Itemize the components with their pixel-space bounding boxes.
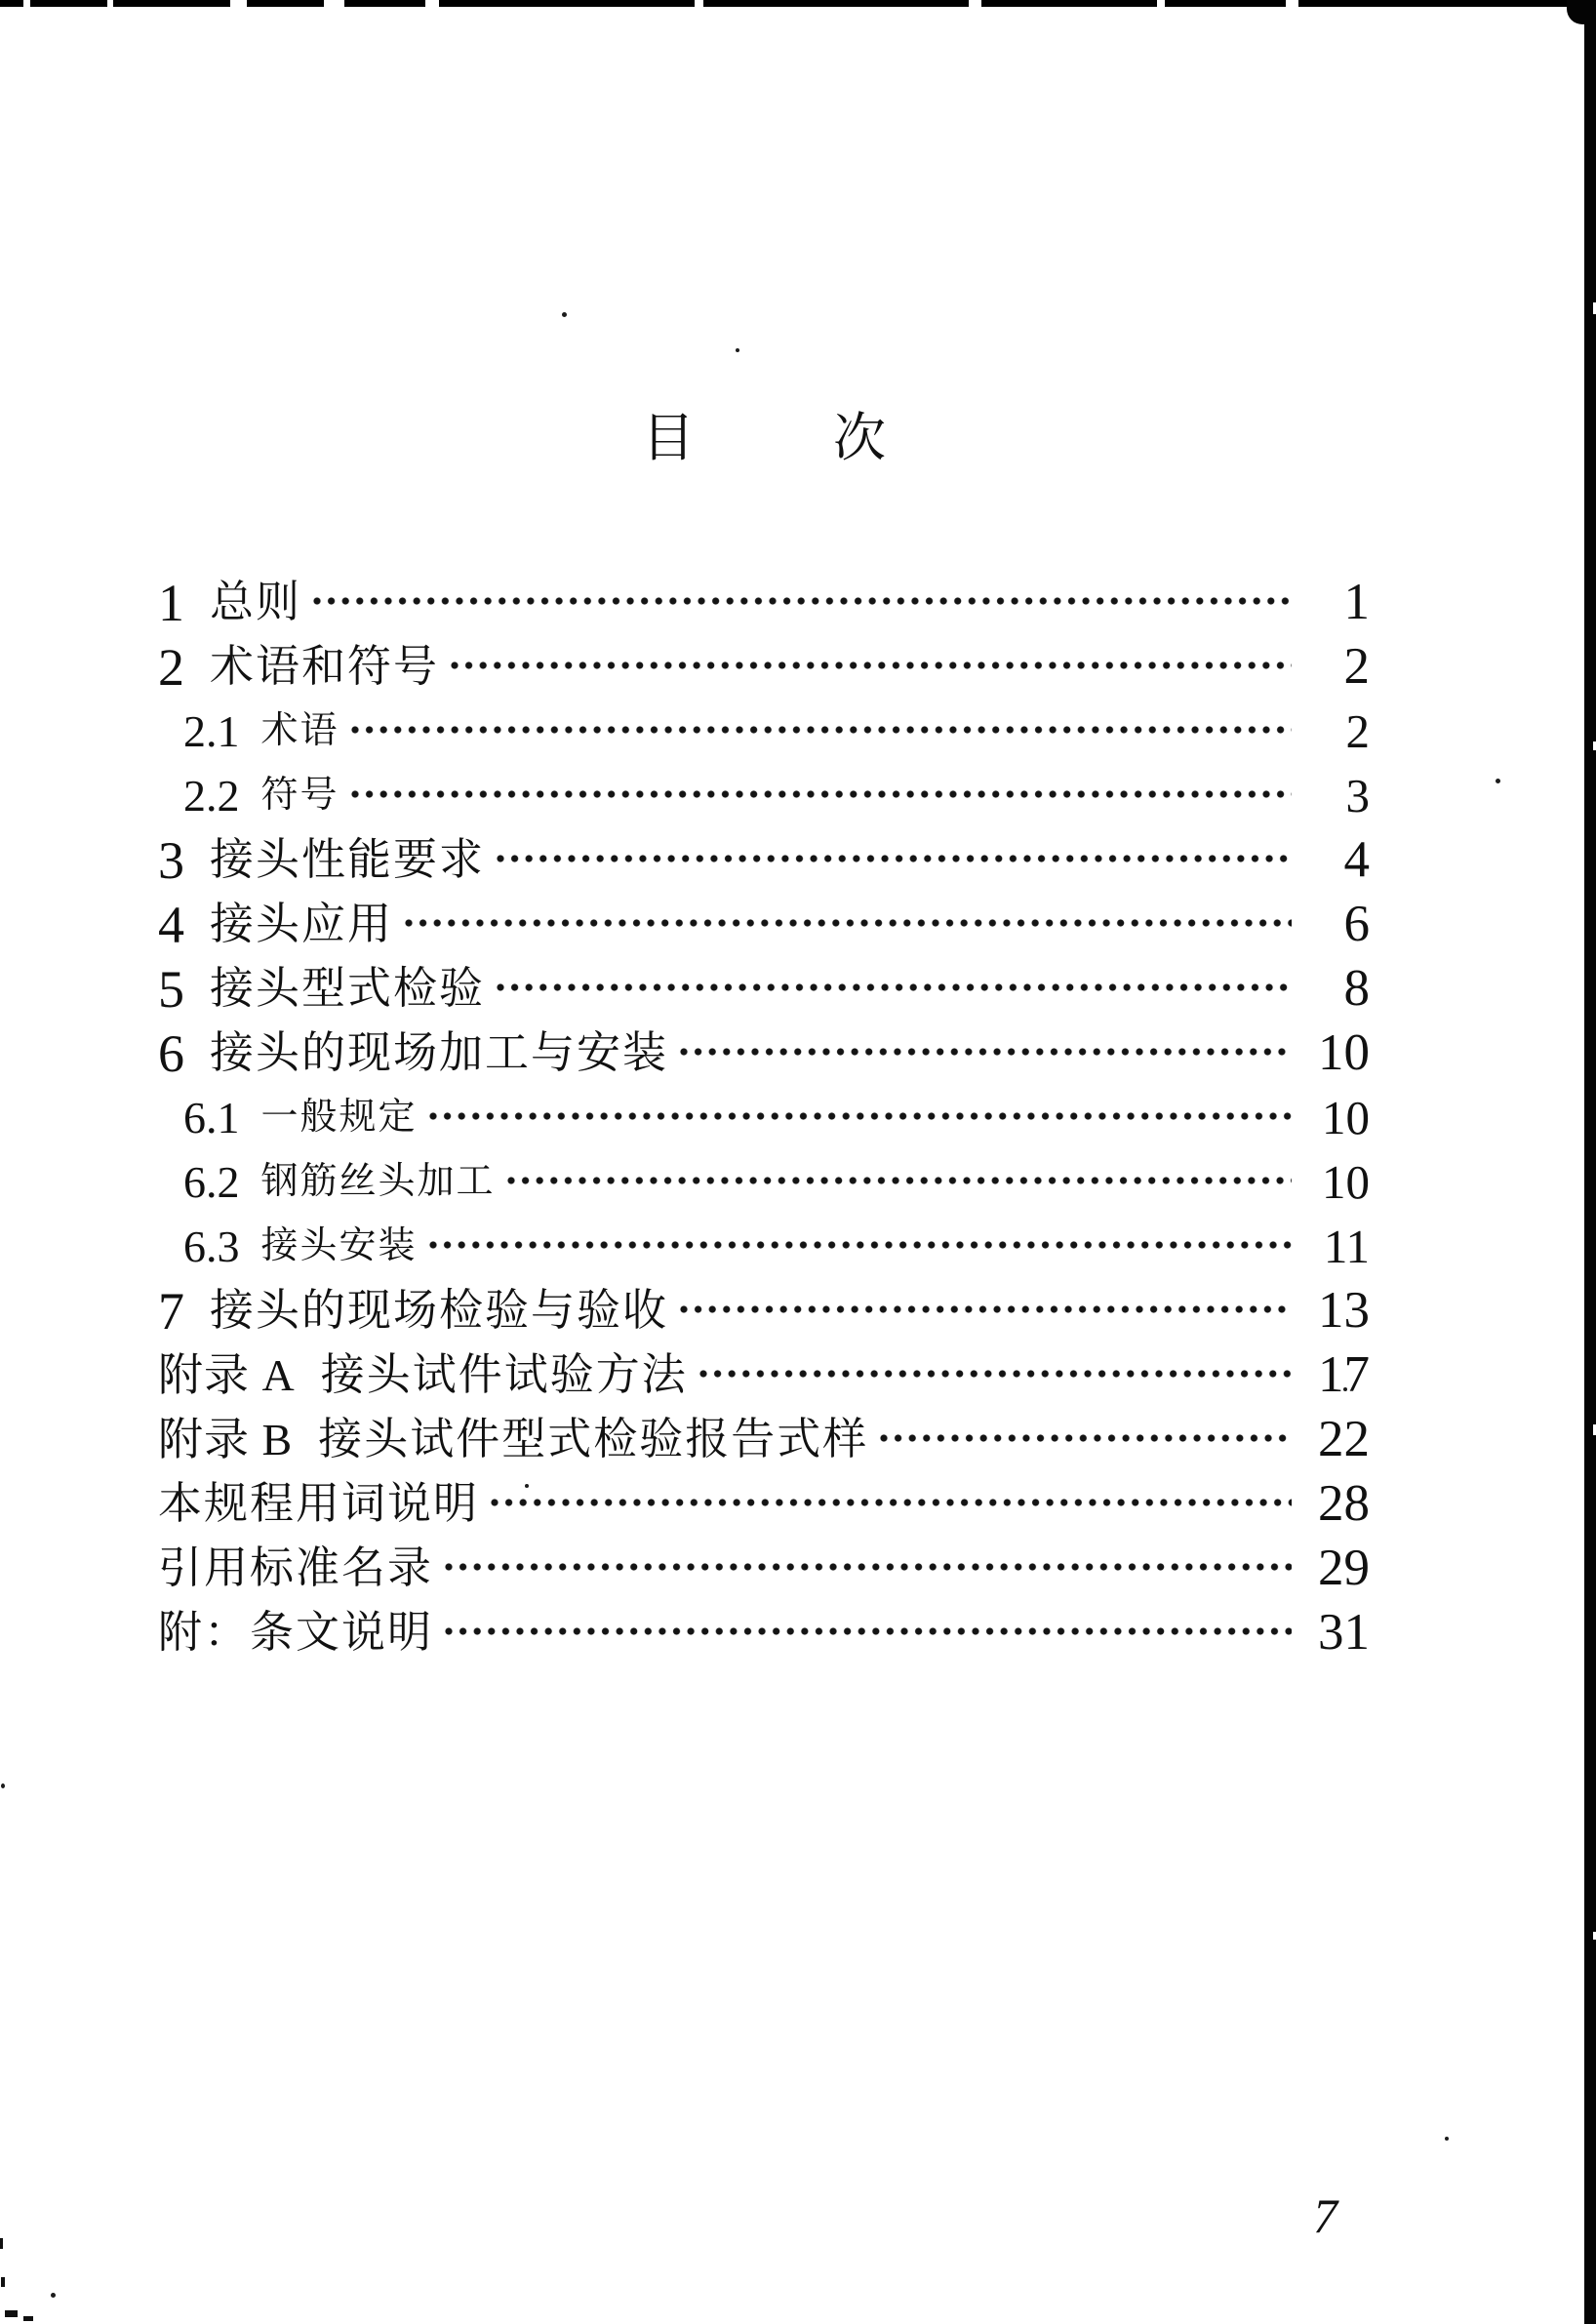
toc-row (158, 828, 1370, 893)
toc-item-number: 7 (158, 1281, 184, 1341)
toc-row (158, 1472, 1370, 1537)
toc-row (158, 1279, 1370, 1343)
toc-item-page: 10 (1322, 1091, 1370, 1145)
toc-item-page: 3 (1345, 769, 1370, 823)
dotted-leader (445, 1562, 1292, 1572)
toc-row (158, 1150, 1370, 1215)
scan-artifact-smudge (1, 2277, 5, 2287)
toc-row (158, 1601, 1370, 1665)
toc-item-label: 接头的现场加工与安装 (210, 1028, 669, 1078)
toc-item-label: 术语和符号 (210, 642, 440, 692)
scan-artifact-smudge (0, 2238, 3, 2249)
dotted-leader (429, 1111, 1292, 1121)
scan-artifact-right-strip (1584, 0, 1596, 2324)
toc-row (158, 1022, 1370, 1086)
toc-item-label: 接头安装 (260, 1225, 418, 1267)
toc-item-page: 10 (1322, 1155, 1370, 1210)
dotted-leader (445, 1626, 1292, 1636)
toc-item-page: 29 (1318, 1540, 1370, 1597)
dotted-leader (497, 982, 1292, 992)
scan-artifact-speck (51, 2293, 56, 2298)
toc-item-page: 8 (1343, 960, 1370, 1018)
dotted-leader (313, 596, 1292, 606)
toc-row (158, 957, 1370, 1022)
scan-artifact-speck (1445, 2137, 1449, 2141)
toc-item-number: 2.1 (183, 705, 240, 756)
scan-artifact-speck (1, 1783, 5, 1788)
dotted-leader (405, 918, 1292, 928)
toc-row (158, 1086, 1370, 1150)
toc-item-label: 一般规定 (260, 1097, 418, 1139)
toc-item-page: 13 (1318, 1282, 1370, 1340)
toc-item-page: 28 (1318, 1475, 1370, 1533)
toc-row (158, 1408, 1370, 1472)
toc-item-page: 4 (1343, 831, 1370, 889)
toc-item-number: 6.3 (183, 1221, 240, 1271)
toc-item-label: 接头试件型式检验报告式样 (318, 1415, 869, 1464)
scan-artifact-speck (562, 312, 567, 317)
page-title-char: 次 (833, 409, 886, 467)
toc-item-number: 2 (158, 637, 184, 697)
toc-item-label: 符号 (260, 775, 339, 817)
toc-row (158, 700, 1370, 764)
toc-item-label: 接头应用 (210, 900, 394, 949)
toc-item-label: 引用标准名录 (158, 1543, 434, 1593)
page-title (158, 409, 1370, 467)
toc-item-page: 17 (1318, 1346, 1370, 1404)
toc-item-number: 5 (158, 959, 184, 1019)
toc-item-label: 附：条文说明 (158, 1608, 434, 1658)
toc-item-page: 31 (1318, 1604, 1370, 1662)
scan-artifact-top-bar (0, 0, 1596, 7)
toc-item-page: 2 (1343, 638, 1370, 696)
toc-row (158, 1537, 1370, 1601)
toc-item-number: 6 (158, 1023, 184, 1083)
toc-row (158, 635, 1370, 700)
scan-artifact-speck (736, 348, 739, 352)
dotted-leader (351, 725, 1292, 735)
toc-item-page: 10 (1318, 1024, 1370, 1082)
dotted-leader (497, 854, 1292, 863)
toc-row (158, 764, 1370, 828)
dotted-leader (699, 1369, 1292, 1379)
scan-artifact-speck (1496, 779, 1500, 783)
dotted-leader (451, 661, 1292, 670)
toc-row (158, 893, 1370, 957)
toc-item-label: 术语 (260, 710, 339, 752)
toc-item-label: 接头型式检验 (210, 964, 486, 1014)
scan-artifact-smudge (5, 2310, 18, 2317)
toc-item-number: 2.2 (183, 770, 240, 821)
toc-item-number: 6.1 (183, 1092, 240, 1142)
toc-item-label: 本规程用词说明 (158, 1479, 480, 1529)
toc-list (158, 571, 1370, 1665)
toc-item-page: 1 (1343, 574, 1370, 631)
toc-item-label: 接头的现场检验与验收 (210, 1286, 669, 1336)
dotted-leader (880, 1433, 1292, 1443)
toc-item-label: 接头试件试验方法 (320, 1350, 688, 1400)
toc-item-page: 22 (1318, 1411, 1370, 1468)
toc-item-page: 11 (1323, 1220, 1370, 1274)
dotted-leader (680, 1047, 1292, 1057)
folio-page-number: 7 (1313, 2188, 1337, 2243)
toc-item-page: 6 (1343, 896, 1370, 953)
page-title-char: 目 (642, 409, 695, 467)
toc-row (158, 571, 1370, 635)
toc-item-page: 2 (1345, 704, 1370, 759)
toc-item-number: 1 (158, 573, 184, 632)
toc-item-number: 3 (158, 830, 184, 890)
toc-item-label: 接头性能要求 (210, 835, 486, 885)
toc-item-number: 附录 A (158, 1349, 296, 1400)
toc-row (158, 1215, 1370, 1279)
dotted-leader (507, 1176, 1292, 1185)
toc-row (158, 1343, 1370, 1408)
dotted-leader (429, 1240, 1292, 1250)
dotted-leader (351, 789, 1292, 799)
scan-artifact-corner-blob (1567, 0, 1596, 24)
toc-item-number: 4 (158, 895, 184, 954)
dotted-leader (491, 1498, 1292, 1507)
dotted-leader (680, 1304, 1292, 1314)
scan-artifact-smudge (23, 2316, 33, 2321)
toc-item-label: 钢筋丝头加工 (260, 1161, 496, 1203)
toc-item-number: 6.2 (183, 1156, 240, 1207)
toc-item-number: 附录 B (158, 1414, 294, 1464)
toc-item-label: 总则 (210, 578, 302, 627)
